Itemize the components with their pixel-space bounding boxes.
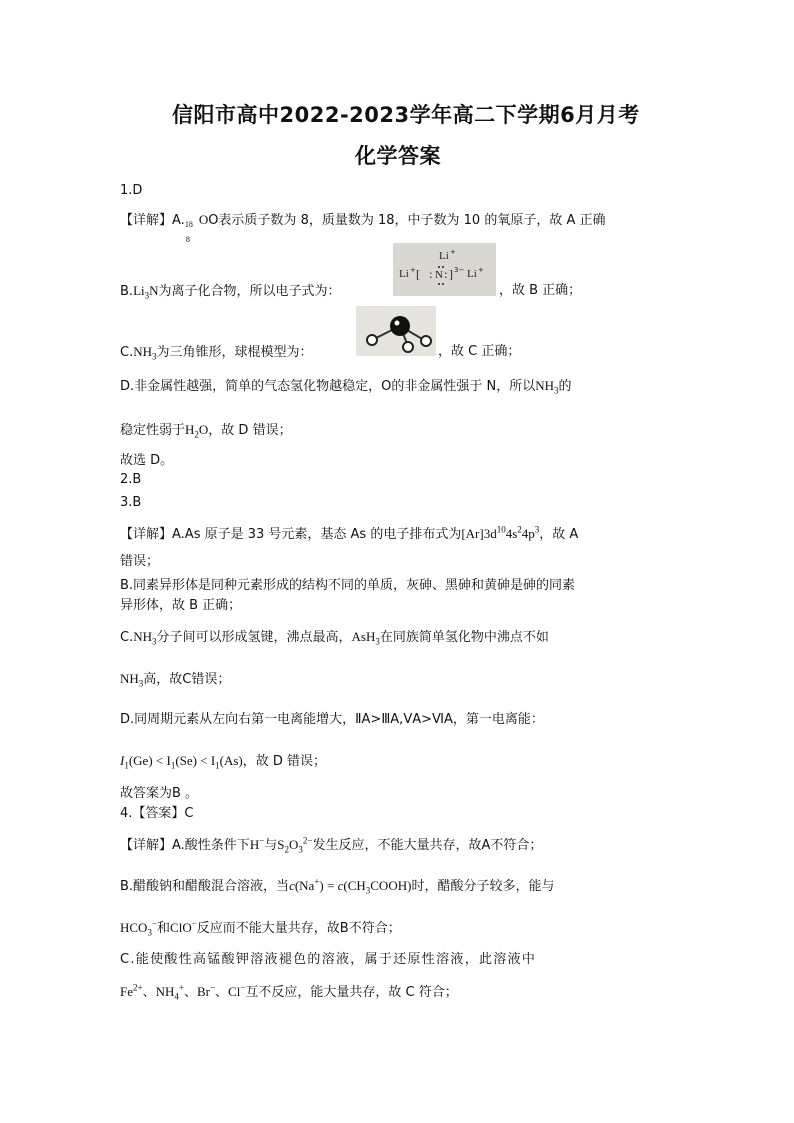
q3-conclusion: 故答案为B 。 <box>120 786 199 801</box>
q2-answer: 2.B <box>120 472 142 487</box>
hypochlorite-ion: ClO− <box>170 918 197 935</box>
q1-answer: 1.D <box>120 183 143 198</box>
q4-b-text3: 和 <box>157 921 171 936</box>
ionization-energy-comparison: $I_1(Ge) < I_1(Se) < I_1(As)$ <box>120 753 243 771</box>
q3-a-text2: ，故 A <box>539 527 579 542</box>
svg-text:Li: Li <box>467 268 477 280</box>
q1-conclusion: 故选 D。 <box>120 453 174 468</box>
q4-a-text: 发生反应，不能大量共存，故A不符合； <box>312 838 543 853</box>
svg-text:Li: Li <box>399 268 409 280</box>
thiosulfate-ion: $S_2O_3^{2-}$ <box>277 835 313 855</box>
svg-text:+: + <box>450 248 456 256</box>
q1-a-prefix: 【详解】A. <box>120 213 185 228</box>
q3-d-text: ，故 D 错误； <box>242 754 327 769</box>
q3-option-a-line2: 错误； <box>120 554 160 569</box>
q1-option-b <box>120 282 341 301</box>
q1-a-text: O表示质子数为 8，质量数为 18，中子数为 10 的氧原子，故 A 正确 <box>208 213 606 228</box>
q4-option-b-line2 <box>120 919 401 938</box>
q4-a-prefix: 【详解】A.酸性条件下 <box>120 838 250 853</box>
svg-text:+: + <box>478 266 484 274</box>
nh3-formula: $NH_3$ <box>535 378 559 396</box>
q4-answer: 4.【答案】C <box>120 806 194 821</box>
q3-a-text: 【详解】A.As 原子是 33 号元素，基态 As 的电子排布式为 <box>120 527 462 542</box>
q3-option-a-line1 <box>120 525 578 544</box>
q1-b-suffix: ，故 B 正确； <box>499 283 582 298</box>
svg-text:Li: Li <box>439 250 449 262</box>
q1-option-c <box>120 343 313 362</box>
q3-answer: 3.B <box>120 495 142 510</box>
ash3-formula: AsH$_3$ <box>351 629 380 647</box>
q3-option-d-line1: D.同周期元素从左向右第一电离能增大，ⅡA>ⅢA,ⅤA>ⅥA，第一电离能： <box>120 712 544 727</box>
q3-option-c-line1 <box>120 628 549 647</box>
nh3-formula: $NH_3$ <box>133 344 157 362</box>
svg-text:3−: 3− <box>454 266 465 274</box>
q1-c-prefix: C. <box>120 345 134 360</box>
q4-option-b-line1 <box>120 877 554 896</box>
q4-c-text: 互不反应，能大量共存，故 C 符合； <box>245 985 458 1000</box>
h2o-formula: $H_2O$ <box>185 422 209 440</box>
ion-list: $Fe^{2+}$、$NH_4^+$、Br−、Cl− <box>120 982 246 1002</box>
page-title: 信阳市高中2022-2023学年高二下学期6月月考 <box>172 103 640 127</box>
page-subtitle: 化学答案 <box>355 144 441 168</box>
concentration-equation: $c(Na^+) = c(CH_3COOH)$ <box>289 876 412 896</box>
q1-option-a: 【详解】A. 18 8 OO表示质子数为 8，质量数为 18，中子数为 10 的氧原子，故 A 正确 <box>120 212 606 244</box>
q3-option-c-line2 <box>120 670 230 689</box>
li3n-electron-formula-image <box>393 243 496 296</box>
nh3-formula: $NH_3$ <box>133 629 157 647</box>
svg-text::: : <box>429 268 433 281</box>
q4-b-text2: 时，醋酸分子较多，能与 <box>411 879 555 894</box>
q3-c-text3: 高，故C错误； <box>143 672 231 687</box>
q1-c-text: 为三角锥形，球棍模型为： <box>156 345 313 360</box>
q3-option-b-line1: B.同素异形体是同种元素形成的结构不同的单质，灰砷、黑砷和黄砷是砷的同素 <box>120 578 576 593</box>
q1-d-text: D.非金属性越强，简单的气态氢化物越稳定，O的非金属性强于 N，所以 <box>120 379 536 394</box>
svg-text::: : <box>444 268 448 281</box>
q3-option-b-line2: 异形体，故 B 正确； <box>120 598 242 613</box>
q1-d-text2: 稳定性弱于 <box>120 423 186 438</box>
svg-text:N: N <box>435 269 443 281</box>
q3-c-text2: 在同族简单氢化物中沸点不如 <box>379 630 549 645</box>
q4-option-c-line2 <box>120 983 458 1002</box>
q1-b-text: 为离子化合物，所以电子式为： <box>158 284 341 299</box>
svg-text:+: + <box>410 266 416 274</box>
svg-text:[: [ <box>416 267 420 281</box>
nh3-formula: $NH_3$ <box>120 671 144 689</box>
q1-b-prefix: B. <box>120 284 134 299</box>
svg-text:]: ] <box>449 267 453 281</box>
q4-b-text4: 反应而不能大量共存，故B不符合； <box>196 921 401 936</box>
q3-option-d-line2 <box>120 752 326 771</box>
q1-c-suffix: ，故 C 正确； <box>438 344 521 359</box>
nh3-ball-stick-model-image <box>356 306 436 356</box>
q3-c-prefix: C. <box>120 630 134 645</box>
q4-b-text: B.醋酸钠和醋酸混合溶液，当 <box>120 879 290 894</box>
bicarbonate-ion: $HCO_3^-$ <box>120 918 158 938</box>
q4-a-mid: 与 <box>264 838 278 853</box>
q1-d-text3: ，故 D 错误； <box>208 423 292 438</box>
q4-option-a <box>120 836 542 855</box>
as-electron-config: $[Ar]3d^{10}4s^24p^3$ <box>461 524 540 541</box>
q4-option-c-line1: C.能使酸性高锰酸钾溶液褪色的溶液，属于还原性溶液，此溶液中 <box>120 952 537 967</box>
q3-c-text: 分子间可以形成氢键，沸点最高， <box>156 630 352 645</box>
hydride-ion: H− <box>249 835 265 852</box>
li3n-formula: $Li_3N$ <box>133 283 159 301</box>
q1-option-d-line1: D.非金属性越强，简单的气态氢化物越稳定，O的非金属性强于 N，所以$NH_3$的 <box>120 378 572 396</box>
q1-option-d-line2 <box>120 421 292 440</box>
